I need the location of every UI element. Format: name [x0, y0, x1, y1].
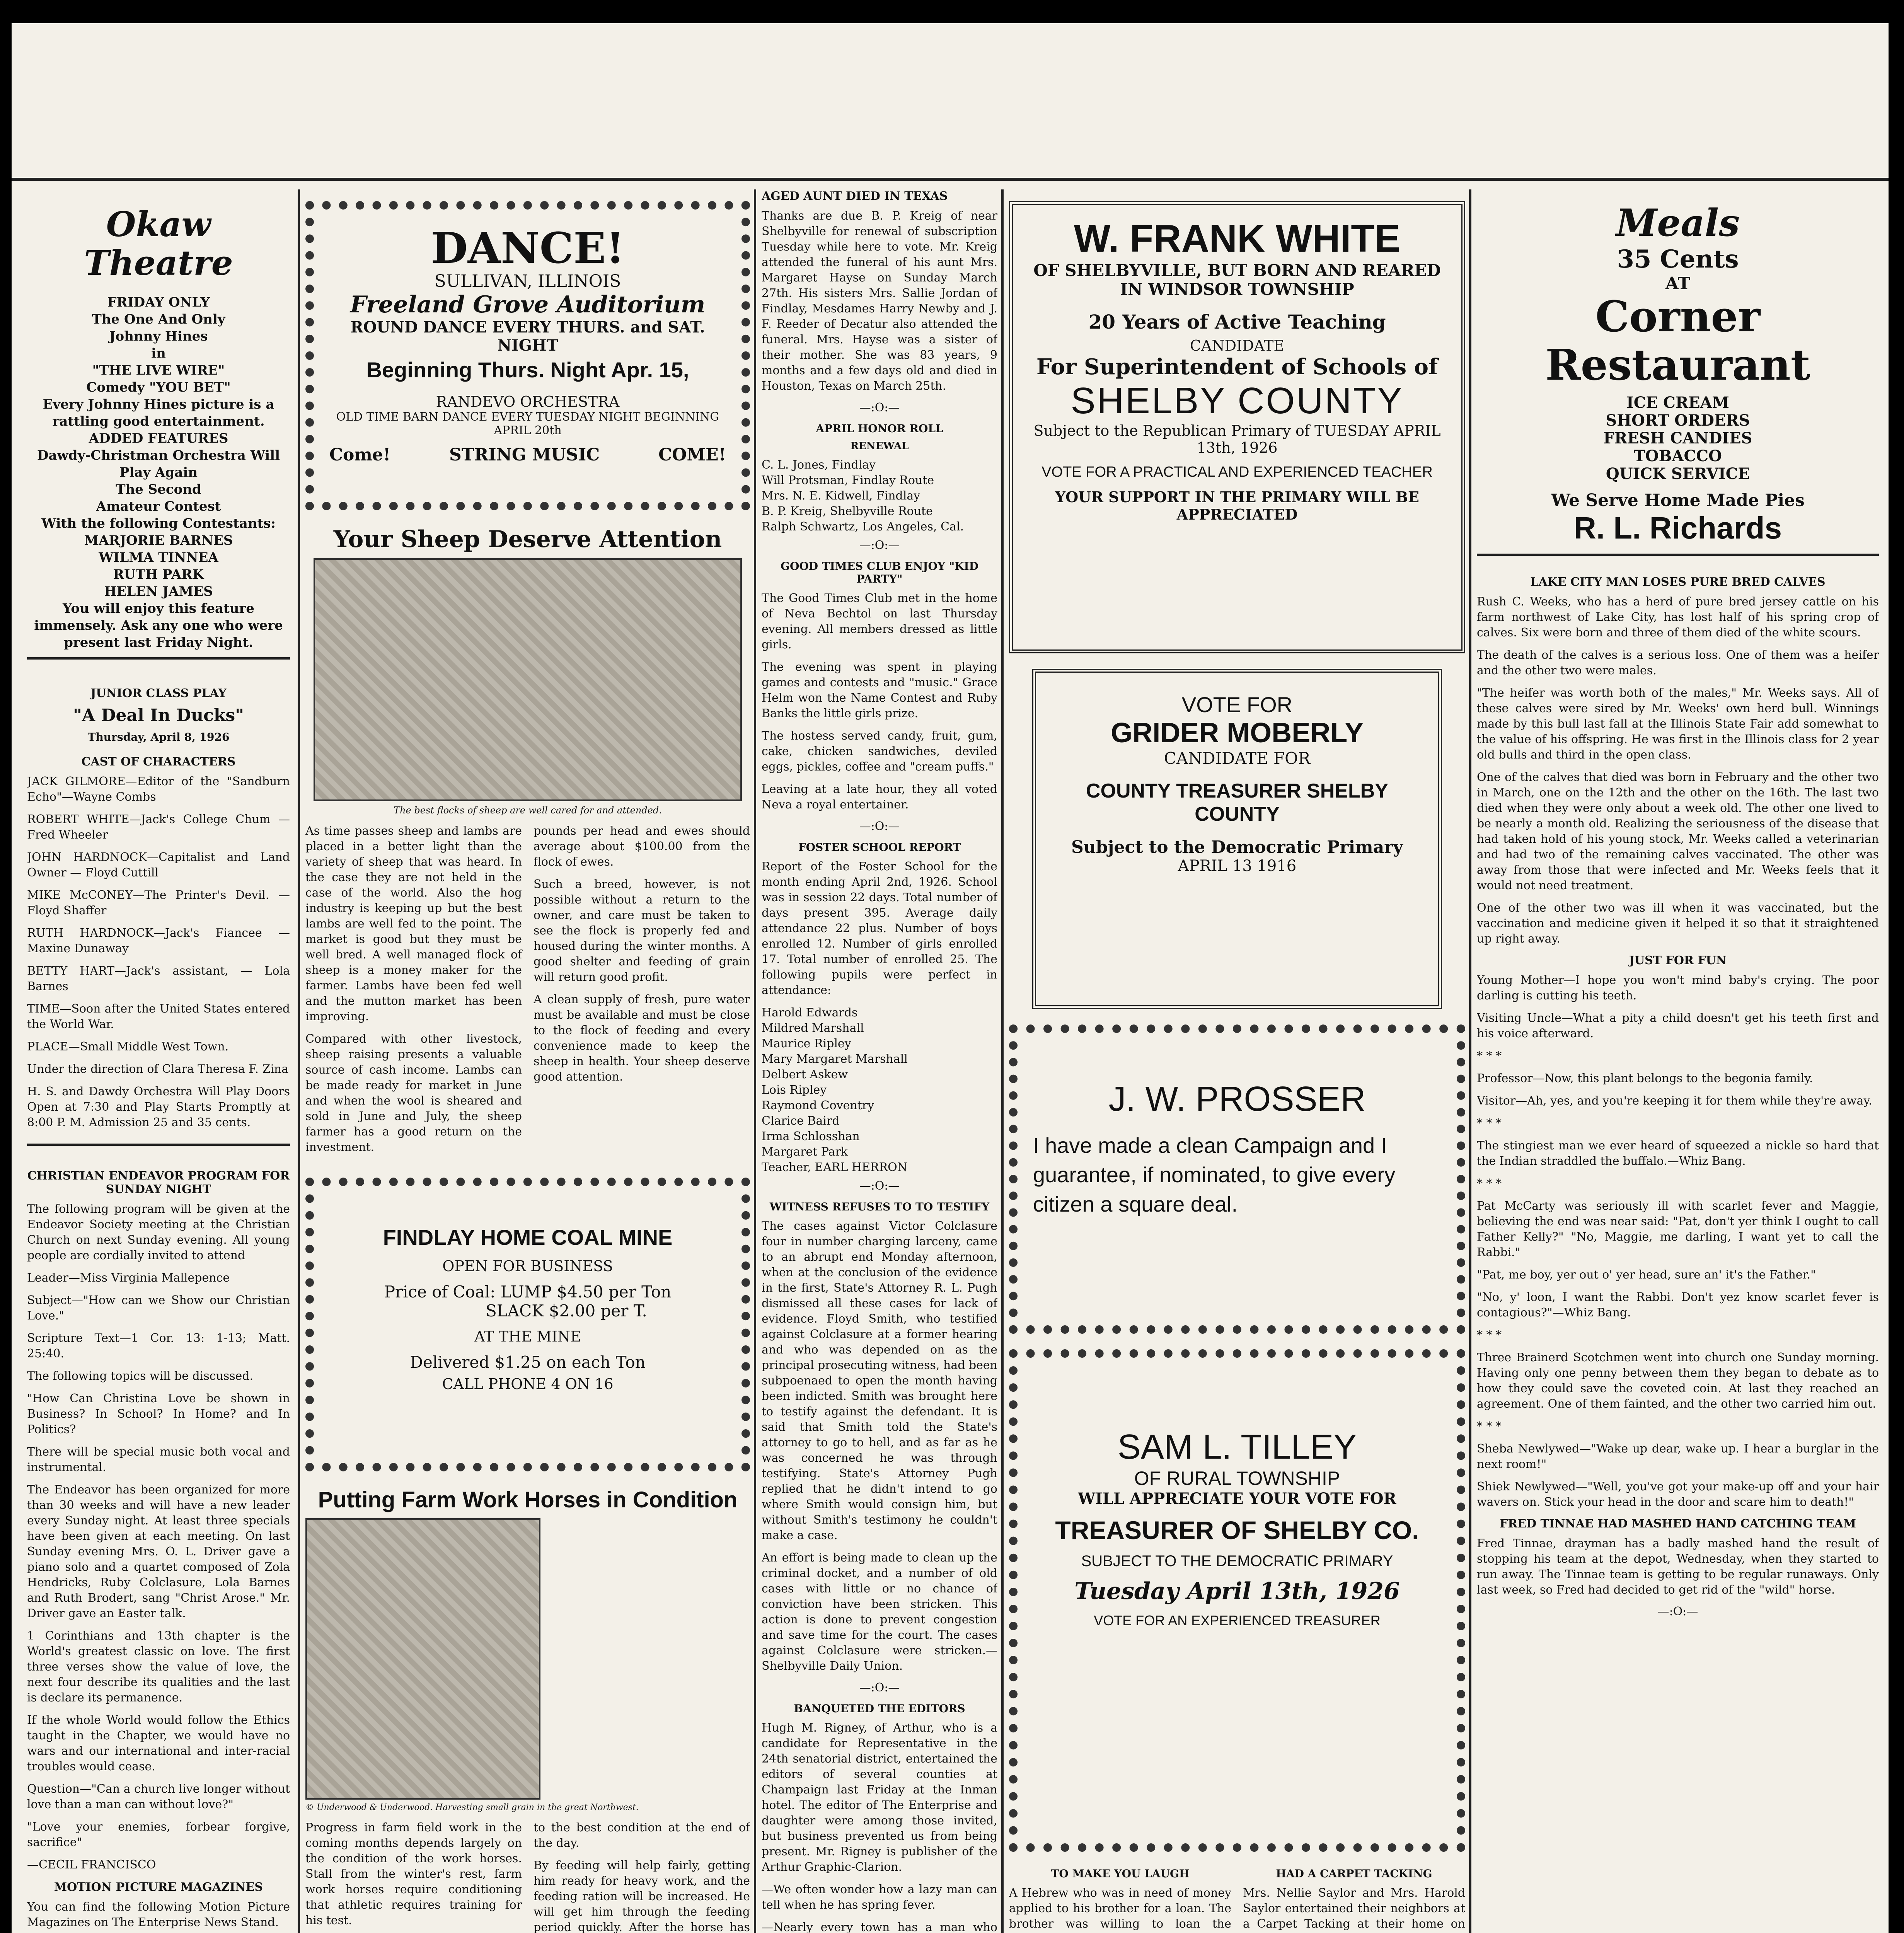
- calves-paragraph: "The heifer was worth both of the males," Mr. Weeks says. All of these calves were sired by Mr. Weeks' own herd bull. Winnings made by this bull last fall at the Illinois State Fair add somewhat to the value of his offspring. He was first in the Illinois class for 2 year old bulls and third in the open class.: [1477, 686, 1879, 762]
- separator: —:O:—: [859, 1681, 900, 1694]
- fun-paragraph: Visitor—Ah, yes, and you're keeping it for them while they're away.: [1477, 1094, 1872, 1108]
- horses-photo-row: [305, 1518, 750, 1800]
- cast-line: RUTH HARDNOCK—Jack's Fiancee — Maxine Dunaway: [27, 926, 290, 955]
- theatre-line: You will enjoy this feature immensely. Ask any one who were present last Friday Night.: [34, 601, 283, 650]
- honor-item: B. P. Kreig, Shelbyville Route: [762, 505, 933, 518]
- aunt-body: Thanks are due B. P. Kreig of near Shelbyville for renewal of subscription Tuesday while here to vote. Mr. Kreig attended the funeral of his aunt Mrs. Margaret Hayse on Sunday March 27th. His sisters Mrs. Sallie Jordan of Findlay, Mesdames Harry Newby and J. F. Reeder of Decatur also attended the funeral. Mrs. Hayse was a sister of their mother. She was 83 years, 9 months and a few days old and died in Houston, Texas on March 25th.: [762, 209, 997, 393]
- sheep-photo: [314, 558, 742, 801]
- laugh-paragraph: A Hebrew who was in need of money applied to his brother for a loan. The brother was willing to loan the: [1009, 1886, 1231, 1931]
- ce-paragraph: The following program will be given at the Endeavor Society meeting at the Christian Church on next Sunday evening. All young people are cordially invited to attend: [27, 1202, 290, 1262]
- restaurant-item: QUICK SERVICE: [1606, 465, 1750, 483]
- horses-article: [305, 1487, 750, 1933]
- banquet-body: Hugh M. Rigney, of Arthur, who is a candidate for Representative in the 24th senatorial district, entertained the editors of several counties at Champaign last Friday at the Inman hotel. The editor of The Enterprise and daughter were among those invited, but business prevented us from being present. Mr. Rigney is publisher of the Arthur Graphic-Clarion.: [762, 1721, 997, 1874]
- horses-paragraph: to the best condition at the end of the day.: [534, 1821, 750, 1850]
- junior-class-play: [27, 687, 290, 1146]
- fun-paragraph: Three Brainerd Scotchmen went into church one Sunday morning. Having only one penny between them they began to debate as to how they could save the coveted coin. At last they reached an agreement. One of them fainted, and the other two carried him out.: [1477, 1351, 1879, 1411]
- home-made-pies: We Serve Home Made Pies: [1551, 491, 1805, 510]
- theatre-line: WILMA TINNEA: [99, 550, 218, 565]
- tilley-vote: VOTE FOR AN EXPERIENCED TREASURER: [1094, 1613, 1381, 1628]
- tilley-office: TREASURER OF SHELBY CO.: [1055, 1516, 1419, 1544]
- dance-ad: [305, 201, 750, 510]
- pupil-item: Teacher, EARL HERRON: [762, 1161, 908, 1174]
- sheep-right-col: [534, 823, 750, 1162]
- sheep-left-col: [305, 823, 522, 1162]
- restaurant-item: ICE CREAM: [1626, 394, 1729, 412]
- horses-columns: [305, 1820, 750, 1933]
- sheep-right-text-2: Such a breed, however, is not possible without a return to the owner, and care must be taken to see the flock is properly fed and housed during the winter months. A good shelter and feeding of grain will return good profit.: [534, 878, 750, 984]
- ce-paragraph: "Love your enemies, forbear forgive, sacrifice": [27, 1820, 290, 1849]
- tinnae-body: Fred Tinnae, drayman has a badly mashed hand the result of stopping his team at the depot, Wednesday, when they started to run away. The Tinnae team is getting to be regular runaways. Only last week, so Fred had decided to get rid of the "wild" horse.: [1477, 1537, 1879, 1597]
- fun-heading: JUST FOR FUN: [1629, 954, 1727, 967]
- tinnae-heading: FRED TINNAE HAD MASHED HAND CATCHING TEAM: [1499, 1517, 1856, 1531]
- separator: —:O:—: [859, 401, 900, 414]
- cents: 35 Cents: [1617, 245, 1739, 274]
- ce-paragraph: Leader—Miss Virginia Mallepence: [27, 1271, 230, 1285]
- club-heading: GOOD TIMES CLUB ENJOY "KID PARTY": [781, 560, 978, 585]
- coal-delivered: Delivered $1.25 on each Ton: [410, 1353, 646, 1372]
- fun-article: [1477, 954, 1879, 1510]
- club-paragraph: The evening was spent in playing games and contests and "music." Grace Helm won the Name Contest and Ruby Banks the little girls prize.: [762, 660, 997, 720]
- coal-call: CALL PHONE 4 ON 16: [442, 1376, 614, 1393]
- column-1: [27, 189, 290, 1933]
- calves-paragraph: One of the other two was ill when it was vaccinated, but the vaccination and medicine given it helped it so that it straightened up right away.: [1477, 901, 1879, 946]
- fun-paragraph: "No, y' loon, I want the Rabbi. Don't yez know scarlet fever is contagious?"—Whiz Bang.: [1477, 1290, 1879, 1319]
- cast-line: H. S. and Dawdy Orchestra Will Play Doors Open at 7:30 and Play Starts Promptly at 8:00 P. M. Admission 25 and 35 cents.: [27, 1085, 290, 1129]
- fun-paragraph: Professor—Now, this plant belongs to the begonia family.: [1477, 1072, 1813, 1085]
- column-rule: [1469, 189, 1471, 1933]
- cast-line: ROBERT WHITE—Jack's College Chum — Fred Wheeler: [27, 813, 290, 842]
- moberly-vote: VOTE FOR: [1181, 692, 1293, 717]
- tilley-subject: SUBJECT TO THE DEMOCRATIC PRIMARY: [1081, 1553, 1393, 1570]
- moberly-name: GRIDER MOBERLY: [1111, 718, 1364, 748]
- pupil-item: Harold Edwards: [762, 1006, 858, 1019]
- carpet-body: Mrs. Nellie Saylor and Mrs. Harold Saylor entertained their neighbors at a Carpet Tacking at their home on: [1243, 1886, 1465, 1931]
- fun-paragraph: "Pat, me boy, yer out o' yer head, sure an' it's the Father.": [1477, 1268, 1816, 1282]
- dance-begin: Beginning Thurs. Night Apr. 15,: [366, 358, 689, 382]
- cast-line: JOHN HARDNOCK—Capitalist and Land Owner — Floyd Cuttill: [27, 851, 290, 880]
- lazy-man-item: —We often wonder how a lazy man can tell when he has spring fever.: [762, 1883, 997, 1912]
- tilley-will: WILL APPRECIATE YOUR VOTE FOR: [1078, 1490, 1396, 1508]
- white-support: YOUR SUPPORT IN THE PRIMARY WILL BE APPRECIATED: [1055, 488, 1419, 523]
- ce-paragraph: Scripture Text—1 Cor. 13: 1-13; Matt. 25:40.: [27, 1331, 290, 1360]
- tinnae-article: [1477, 1517, 1879, 1618]
- christian-endeavor-article: [27, 1169, 290, 1873]
- sheep-right-text: pounds per head and ewes should average about $100.00 from the flock of ewes.: [534, 824, 750, 869]
- fun-paragraph: * * *: [1477, 1117, 1502, 1130]
- theatre-body: [27, 294, 290, 651]
- white-name: W. FRANK WHITE: [1074, 217, 1401, 260]
- newspaper-page: [12, 23, 1889, 1933]
- theatre-line: Every Johnny Hines picture is a rattling good entertainment.: [43, 397, 274, 429]
- play-cast-heading: CAST OF CHARACTERS: [81, 755, 236, 769]
- club-paragraph: The Good Times Club met in the home of Neva Bechtol on last Thursday evening. All members dressed as little girls.: [762, 591, 997, 651]
- fun-paragraph: Pat McCarty was seriously ill with scarlet fever and Maggie, believing the end was near said: "Pat, don't yer think I ought to call Father Kelly?" "No, Maggie, me darling, I want yet to call the Rabbi.": [1477, 1199, 1879, 1259]
- calves-paragraph: The death of the calves is a serious loss. One of them was a heifer and the other two were males.: [1477, 648, 1879, 677]
- dance-schedule: ROUND DANCE EVERY THURS. and SAT. NIGHT: [350, 318, 705, 355]
- column-3: [762, 189, 997, 1933]
- theatre-line: Comedy "YOU BET": [86, 380, 231, 395]
- cast-line: PLACE—Small Middle West Town.: [27, 1040, 229, 1053]
- ce-paragraph: The Endeavor has been organized for more than 30 weeks and will have a new leader every Sunday night. At least three specials have been given at each meeting. On last Sunday evening Mrs. O. L. Driver gave a piano solo and a quartet composed of Zola Hendricks, Ruby Colclasure, Lola Barnes and Ruth Brodert, sang "Christ Arose." Mr. Driver gave an Easter talk.: [27, 1483, 290, 1620]
- club-paragraph: The hostess served candy, fruit, gum, cake, chicken sandwiches, deviled eggs, pickles, coffee and "cream puffs.": [762, 729, 997, 774]
- fun-paragraph: The stingiest man we ever heard of squeezed a nickle so hard that the Indian straddled the buffalo.—Whiz Bang.: [1477, 1139, 1879, 1168]
- nearly-item: —Nearly every town has a man who: [762, 1921, 997, 1933]
- pupil-item: Mildred Marshall: [762, 1021, 864, 1035]
- honor-item: Mrs. N. E. Kidwell, Findlay: [762, 489, 920, 503]
- at: AT: [1665, 274, 1691, 293]
- pupil-item: Delbert Askew: [762, 1068, 848, 1081]
- aunt-heading: AGED AUNT DIED IN TEXAS: [762, 189, 948, 203]
- laugh-body: [1009, 1885, 1231, 1933]
- okaw-theatre-ad: [27, 205, 290, 660]
- dance-come-1: Come!: [329, 445, 391, 465]
- separator: —:O:—: [859, 820, 900, 833]
- sheep-left-text: As time passes sheep and lambs are placed in a better light than the variety of sheep that was heard. In the case they are not held in the case of the world. Also the hog industry is keeping up but the best lambs are well fed to the point. The market is good but they must be well bred. A well managed flock of sheep is a money maker for the farmer. Lambs have been fed well and the mutton market has been improving.: [305, 824, 522, 1023]
- restaurant: Restaurant: [1545, 340, 1810, 390]
- theatre-line: Dawdy-Christman Orchestra Will Play Again: [37, 448, 280, 480]
- column-rule: [298, 189, 300, 1933]
- pupil-item: Lois Ripley: [762, 1083, 827, 1097]
- dance-place: SULLIVAN, ILLINOIS: [434, 271, 621, 291]
- dance-title: DANCE!: [431, 223, 625, 273]
- theatre-line: The Second: [116, 482, 201, 497]
- horses-right-col: [534, 1820, 750, 1933]
- moberly-office: COUNTY TREASURER SHELBY COUNTY: [1086, 780, 1388, 825]
- horses-left-col: [305, 1820, 522, 1933]
- column-4: [1009, 189, 1465, 1933]
- theatre-line: "THE LIVE WIRE": [92, 363, 225, 378]
- carpet-heading: HAD A CARPET TACKING: [1276, 1867, 1432, 1880]
- ce-paragraph: 1 Corinthians and 13th chapter is the World's greatest classic on love. The first three verses show the value of love, the next four describe its qualities and the last is declare its permanence.: [27, 1629, 290, 1705]
- fun-paragraph: Young Mother—I hope you won't mind baby's crying. The poor darling is cutting his teeth.: [1477, 973, 1879, 1002]
- white-candidate: CANDIDATE: [1190, 337, 1285, 354]
- dance-music: STRING MUSIC: [449, 445, 600, 465]
- play-cast: [27, 774, 290, 1130]
- top-rule: [12, 178, 1889, 181]
- ce-paragraph: "How Can Christina Love be shown in Business? In School? In Home? and In Politics?: [27, 1392, 290, 1436]
- pupil-item: Clarice Baird: [762, 1114, 840, 1128]
- theatre-line: The One And Only: [92, 312, 225, 327]
- foster-body: Report of the Foster School for the month ending April 2nd, 1926. School was in session 22 days. Total number of days present 395. Average daily attendance 22 plus. Number of boys enrolled 12. Number of girls enrolled 17. Total number of enrolled 25. The following pupils were perfect in attendance:: [762, 860, 997, 997]
- restaurant-item: FRESH CANDIES: [1603, 429, 1752, 447]
- restaurant-ad: [1477, 201, 1879, 556]
- horses-photo: [305, 1518, 540, 1800]
- calves-body: [1477, 594, 1879, 947]
- theatre-line: Johnny Hines: [109, 329, 208, 344]
- honor-item: C. L. Jones, Findlay: [762, 458, 876, 472]
- calves-paragraph: Rush C. Weeks, who has a herd of pure bred jersey cattle on his farm northwest of Lake City, has lost half of his spring crop of calves. Six were born and three of them died of the white scours.: [1477, 595, 1879, 639]
- sheep-right-text-3: A clean supply of fresh, pure water must be available and must be close to the flock of feeding and every convenience made to keep the sheep in health. Your sheep deserve good attention.: [534, 993, 750, 1084]
- ce-paragraph: —CECIL FRANCISCO: [27, 1858, 156, 1872]
- ce-paragraph: The following topics will be discussed.: [27, 1369, 254, 1383]
- ce-body: [27, 1202, 290, 1873]
- coal-title: FINDLAY HOME COAL MINE: [383, 1225, 673, 1249]
- prosser-ad: [1009, 1024, 1465, 1334]
- separator: —:O:—: [859, 539, 900, 552]
- witness-body-2: An effort is being made to clean up the criminal docket, and a number of old cases with little or no chance of conviction have been stricken. This action is done to prevent congestion and save time for the court. The cases against Colclasure were stricken.—Shelbyville Daily Union.: [762, 1551, 997, 1673]
- separator: —:O:—: [1657, 1605, 1698, 1618]
- pupil-item: Margaret Park: [762, 1145, 848, 1159]
- column-rule: [754, 189, 756, 1933]
- horses-paragraph: By feeding will help fairly, getting him ready for heavy work, and the feeding ration will be increased. He will get him through the feeding period quickly. After the horse has: [534, 1859, 750, 1933]
- tilley-ad: [1009, 1349, 1465, 1852]
- motion-picture-magazines: [27, 1880, 290, 1933]
- tilley-name: SAM L. TILLEY: [1117, 1428, 1357, 1466]
- coal-price-slack: SLACK $2.00 per T.: [486, 1301, 647, 1320]
- play-title: "A Deal In Ducks": [73, 706, 244, 725]
- dance-old-time: OLD TIME BARN DANCE EVERY TUESDAY NIGHT BEGINNING APRIL 20th: [336, 410, 719, 437]
- cast-line: Under the direction of Clara Theresa F. Zina: [27, 1062, 289, 1076]
- sheep-columns: [305, 823, 750, 1162]
- white-years: 20 Years of Active Teaching: [1088, 310, 1386, 333]
- horses-caption: © Underwood & Underwood. Harvesting small grain in the great Northwest.: [305, 1803, 639, 1812]
- dance-footer: [329, 445, 726, 465]
- restaurant-item: SHORT ORDERS: [1606, 411, 1750, 430]
- honor-item: Ralph Schwartz, Los Angeles, Cal.: [762, 520, 964, 534]
- restaurant-item: TOBACCO: [1634, 447, 1722, 465]
- white-subject: Subject to the Republican Primary of TUESDAY APRIL 13th, 1926: [1033, 422, 1441, 456]
- ce-paragraph: There will be special music both vocal and instrumental.: [27, 1445, 290, 1474]
- dance-venue: Freeland Grove Auditorium: [350, 291, 706, 318]
- sheep-heading: Your Sheep Deserve Attention: [333, 526, 722, 553]
- theatre-line: MARJORIE BARNES: [84, 533, 233, 548]
- play-date: Thursday, April 8, 1926: [87, 731, 230, 743]
- pupil-item: Irma Schlosshan: [762, 1130, 860, 1143]
- witness-heading: WITNESS REFUSES TO TO TESTIFY: [769, 1200, 990, 1213]
- white-county: SHELBY COUNTY: [1070, 380, 1404, 421]
- honor-heading: APRIL HONOR ROLL: [816, 422, 943, 435]
- fun-paragraph: Shiek Newlywed—"Well, you've got your make-up off and your hair wavers on. Stick your head in the door and scare him to death!": [1477, 1480, 1879, 1509]
- club-paragraph: Leaving at a late hour, they all voted Neva a royal entertainer.: [762, 782, 997, 811]
- prosser-body: I have made a clean Campaign and I guarantee, if nominated, to give every citizen a square deal.: [1033, 1133, 1396, 1216]
- theatre-name-1: Okaw: [106, 204, 211, 244]
- fun-paragraph: Visiting Uncle—What a pity a child doesn't get his teeth first and his voice afterward.: [1477, 1011, 1879, 1040]
- banquet-heading: BANQUETED THE EDITORS: [794, 1702, 965, 1715]
- owner: R. L. Richards: [1574, 511, 1782, 545]
- meals: Meals: [1616, 201, 1740, 245]
- fun-body: [1477, 973, 1879, 1510]
- moberly-candidate: CANDIDATE FOR: [1164, 749, 1311, 768]
- white-vote: VOTE FOR A PRACTICAL AND EXPERIENCED TEACHER: [1041, 464, 1433, 480]
- play-heading: JUNIOR CLASS PLAY: [90, 687, 227, 700]
- white-ad: [1009, 201, 1465, 653]
- tilley-date: Tuesday April 13th, 1926: [1074, 1578, 1400, 1605]
- tilley-of: OF RURAL TOWNSHIP: [1134, 1468, 1340, 1489]
- theatre-line: ADDED FEATURES: [89, 431, 228, 446]
- corner: Corner: [1595, 291, 1761, 341]
- theatre-name-2: Theatre: [84, 243, 233, 283]
- horses-paragraph: Progress in farm field work in the coming months depends largely on the condition of the work horses. Stall from the winter's rest, farm work horses require conditioning that athletic requires training for his test.: [305, 1821, 522, 1927]
- honor-item: Will Protsman, Findlay Route: [762, 474, 934, 487]
- white-for: For Superintendent of Schools of: [1036, 354, 1438, 380]
- moberly-date: APRIL 13 1916: [1178, 857, 1297, 875]
- fun-paragraph: * * *: [1477, 1177, 1502, 1190]
- ce-paragraph: Question—"Can a church live longer without love than a man can without love?": [27, 1782, 290, 1811]
- fun-paragraph: * * *: [1477, 1328, 1502, 1342]
- ce-paragraph: Subject—"How can we Show our Christian Love.": [27, 1294, 290, 1323]
- pupil-item: Mary Margaret Marshall: [762, 1052, 908, 1066]
- calves-article: [1477, 575, 1879, 947]
- white-of: OF SHELBYVILLE, BUT BORN AND REARED IN WINDSOR TOWNSHIP: [1033, 261, 1441, 299]
- cast-line: MIKE McCONEY—The Printer's Devil. — Floyd Shaffer: [27, 888, 290, 917]
- theatre-line: HELEN JAMES: [104, 584, 213, 599]
- sheep-article: [305, 526, 750, 1162]
- ce-paragraph: If the whole World would follow the Ethics taught in the Chapter, we would have no wars and our international and inter-racial troubles would cease.: [27, 1713, 290, 1773]
- pupil-item: Maurice Ripley: [762, 1037, 851, 1050]
- foster-heading: FOSTER SCHOOL REPORT: [798, 841, 961, 854]
- theatre-line: FRIDAY ONLY: [107, 295, 210, 310]
- laugh-article: [1009, 1867, 1231, 1933]
- cast-line: JACK GILMORE—Editor of the "Sandburn Echo"—Wayne Combs: [27, 775, 290, 804]
- pupil-item: Raymond Coventry: [762, 1099, 874, 1112]
- dance-orchestra: RANDEVO ORCHESTRA: [436, 393, 620, 410]
- calves-paragraph: One of the calves that died was born in February and the other two in March, one on the 12th and the other on the 16th. The last two died when they were only about a week old. The other one lived to be nearly a month old. Realizing the seriousness of the disease that had taken hold of his young stock, Mr. Weeks called a veterinarian and had two of the remaining calves vaccinated. The other was away from those that were infected and Mr. Weeks feels that it would not need treatment.: [1477, 770, 1879, 892]
- column-5: [1477, 189, 1879, 1626]
- sheep-caption: The best flocks of sheep are well cared for and attended.: [394, 805, 662, 816]
- separator: —:O:—: [859, 1179, 900, 1193]
- coal-at-mine: AT THE MINE: [474, 1328, 581, 1345]
- theatre-line: in: [151, 346, 166, 361]
- calves-heading: LAKE CITY MAN LOSES PURE BRED CALVES: [1530, 575, 1826, 589]
- witness-body: The cases against Victor Colclasure four in number charging larceny, came to an abrupt end Monday afternoon, when at the conclusion of the evidence in the first, State's Attorney R. L. Pugh dismissed all these cases for lack of evidence. Floyd Smith, who testified against Colclasure at a former hearing and who was depended on as the principal prosecuting witness, had been subpoenaed to open the month having been indicted. Smith was brought here to testify against the defendant. It is said that Smith told the State's attorney to go to hell, and as far as he was concerned he was through testifying. State's Attorney Pugh replied that he didn't intend to go where Smith would consign him, but without Smith's testimony he couldn't make a case.: [762, 1219, 997, 1542]
- sheep-left-text-2: Compared with other livestock, sheep raising presents a valuable source of cash income. Lambs can be made ready for market in June and when the wool is sheared and sold in June and July, the sheep farmer has a good return on the investment.: [305, 1032, 522, 1154]
- prosser-name: J. W. PROSSER: [1108, 1080, 1366, 1118]
- cast-line: BETTY HART—Jack's assistant, — Lola Barnes: [27, 964, 290, 993]
- fun-paragraph: * * *: [1477, 1049, 1502, 1063]
- cast-line: TIME—Soon after the United States entered the World War.: [27, 1002, 290, 1031]
- theatre-line: With the following Contestants:: [41, 516, 276, 531]
- foster-list: [762, 1005, 997, 1175]
- dance-come-2: COME!: [658, 445, 726, 465]
- carpet-article: [1243, 1867, 1465, 1933]
- theatre-line: RUTH PARK: [113, 567, 204, 582]
- fun-paragraph: Sheba Newlywed—"Wake up dear, wake up. I hear a burglar in the next room!": [1477, 1442, 1879, 1471]
- restaurant-items: [1477, 394, 1879, 483]
- theatre-line: Amateur Contest: [96, 499, 221, 514]
- column-rule: [1001, 189, 1004, 1933]
- laugh-heading: TO MAKE YOU LAUGH: [1051, 1867, 1190, 1880]
- column-2: [305, 189, 750, 1933]
- honor-sub: RENEWAL: [850, 440, 909, 452]
- horses-heading: Putting Farm Work Horses in Condition: [318, 1487, 738, 1512]
- coal-price-lump: Price of Coal: LUMP $4.50 per Ton: [384, 1282, 672, 1301]
- ce-heading: CHRISTIAN ENDEAVOR PROGRAM FOR SUNDAY NIGHT: [27, 1169, 290, 1196]
- moberly-subject: Subject to the Democratic Primary: [1071, 837, 1403, 857]
- fun-paragraph: * * *: [1477, 1420, 1502, 1433]
- coal-mine-ad: [305, 1178, 750, 1471]
- bottom-articles: [1009, 1867, 1465, 1933]
- coal-open: OPEN FOR BUSINESS: [442, 1258, 613, 1275]
- mp-heading: MOTION PICTURE MAGAZINES: [54, 1880, 263, 1894]
- moberly-ad: [1032, 669, 1442, 1009]
- mp-body: You can find the following Motion Picture Magazines on The Enterprise News Stand.: [27, 1900, 290, 1929]
- club-body: [762, 591, 997, 813]
- honor-list: [762, 457, 997, 535]
